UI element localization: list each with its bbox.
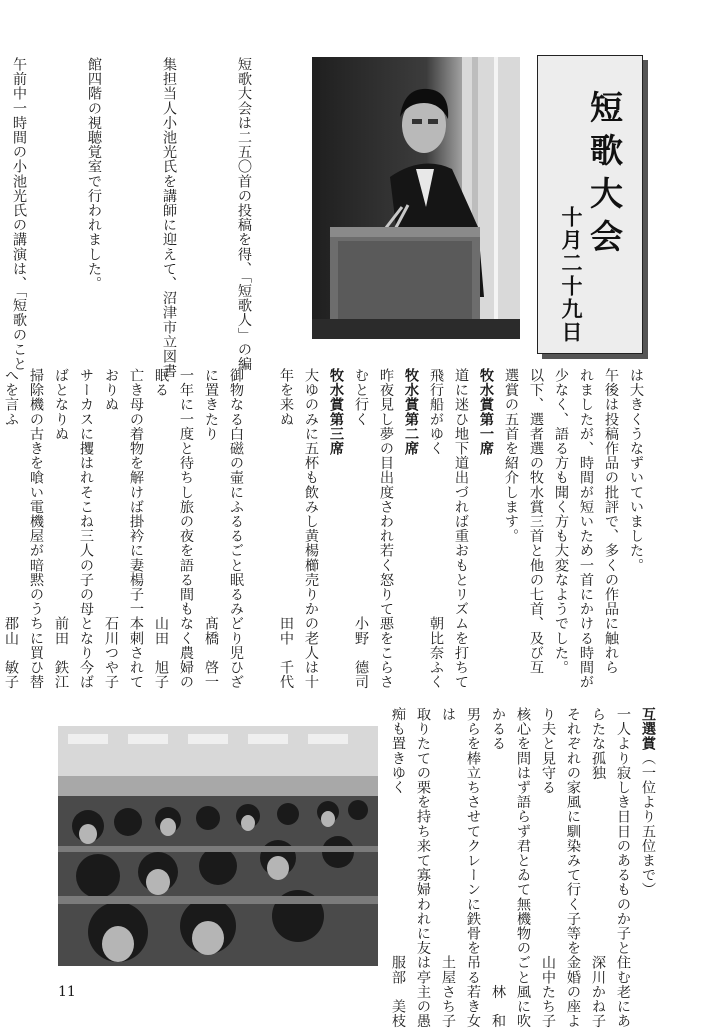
intro-line: 集担当人小池光氏を講師に迎えて、沼津市立図書 xyxy=(161,57,177,379)
body-line: 亡き母の着物を解けば掛衿に妻楊子一本刺されて xyxy=(128,368,144,690)
title-box xyxy=(537,55,643,354)
speaker-photo-illustration xyxy=(312,57,520,339)
mutual-vote-heading-range: （一位より五位まで） xyxy=(640,750,656,897)
body-line: かるる 林 和 xyxy=(490,707,506,1028)
body-line: に置きたり 髙橋 啓一 xyxy=(203,368,219,690)
body-line: むと行く 小野 德司 xyxy=(353,368,369,690)
body-line: は大きくうなずいていました。 xyxy=(628,368,644,573)
body-line: 以下、選者選の牧水賞三首と他の七首、及び互 xyxy=(528,368,544,675)
intro-text-block xyxy=(11,57,306,379)
body-line: 眠る 山田 旭子 xyxy=(153,368,169,690)
award-heading: 牧水賞第一席 xyxy=(478,368,494,456)
body-line: 飛行船がゆく 朝比奈ふく xyxy=(428,368,444,690)
body-line: 取りたての栗を持ち来て寡婦われに友は亭主の愚 xyxy=(415,707,431,1028)
audience-photo xyxy=(58,726,378,966)
body-line: 掃除機の古きを喰い電機屋が暗黙のうちに買ひ替 xyxy=(28,368,44,690)
body-line: 大ゆのみに五杯も飲みし黄楊櫛売りかの老人は十 xyxy=(303,368,319,690)
body-line: 道に迷ひ地下道出づれば重おもとリズムを打ちて xyxy=(453,368,469,690)
intro-line: 午前中一時間の小池光氏の講演は、「短歌のこと xyxy=(11,57,27,372)
intro-line: 短歌大会は二五〇首の投稿を得、「短歌人」の編 xyxy=(236,57,252,372)
mutual-vote-heading-label: 互選賞 xyxy=(640,707,656,751)
body-line: へを言ふ 郡山 敏子 xyxy=(3,368,19,690)
body-line: ばとなりぬ 前田 鉄江 xyxy=(53,368,69,690)
award-heading: 牧水賞第二席 xyxy=(403,368,419,456)
body-line: 少なく、語る方も聞く方も大変なようでした。 xyxy=(553,368,569,675)
body-line: おりぬ 石川つや子 xyxy=(103,368,119,690)
mutual-vote-block xyxy=(390,707,660,1028)
body-line: 男らを棒立ちさせてクレーンに鉄骨を吊る若き女 xyxy=(465,707,481,1028)
audience-photo-illustration xyxy=(58,726,378,966)
award-heading: 牧水賞第三席 xyxy=(328,368,344,456)
body-line: 昨夜見し夢の目出度さわれ若く怒りて悪をこらさ xyxy=(378,368,394,690)
speaker-photo xyxy=(312,57,520,339)
body-line: らたな孤独 深川かね子 xyxy=(590,707,606,1028)
article-title: 短歌大会 xyxy=(585,90,624,262)
body-line: 年を来ぬ 田中 千代 xyxy=(278,368,294,690)
middle-text-block xyxy=(3,368,648,690)
body-line: れましたが、時間が短いため一首にかける時間が xyxy=(578,368,594,690)
body-line: 午後は投稿作品の批評で、多くの作品に触れら xyxy=(603,368,619,675)
body-line: サーカスに攫はれそこね三人の子の母となり今ば xyxy=(78,368,94,690)
body-line: り夫と見守る 山中たち子 xyxy=(540,707,556,1028)
body-line xyxy=(248,368,273,688)
body-line: 一人より寂しき日日のあるものか子と住む老にあ xyxy=(615,707,631,1028)
body-line: それぞれの家風に馴染みて行く子等を金婚の座よ xyxy=(565,707,581,1028)
body-line: 選賞の五首を紹介します。 xyxy=(503,368,519,544)
intro-line: 館四階の視聴覚室で行われました。 xyxy=(86,57,102,291)
mutual-vote-heading xyxy=(635,707,660,979)
article-date: 十月二十九日 xyxy=(559,206,583,344)
body-line: 痴も置きゆく 服部 美枝 xyxy=(390,707,406,1028)
page-number: 11 xyxy=(58,984,76,1000)
body-line: は 土屋さち子 xyxy=(440,707,456,1028)
body-line: 核心を問はず語らず君とゐて無機物のごと風に吹 xyxy=(515,707,531,1028)
body-line: 一年に一度と待ちし旅の夜を語る間もなく農婦の xyxy=(178,368,194,690)
body-line: 御物なる白磁の壷にふるるごと眠るみどり児ひざ xyxy=(228,368,244,690)
